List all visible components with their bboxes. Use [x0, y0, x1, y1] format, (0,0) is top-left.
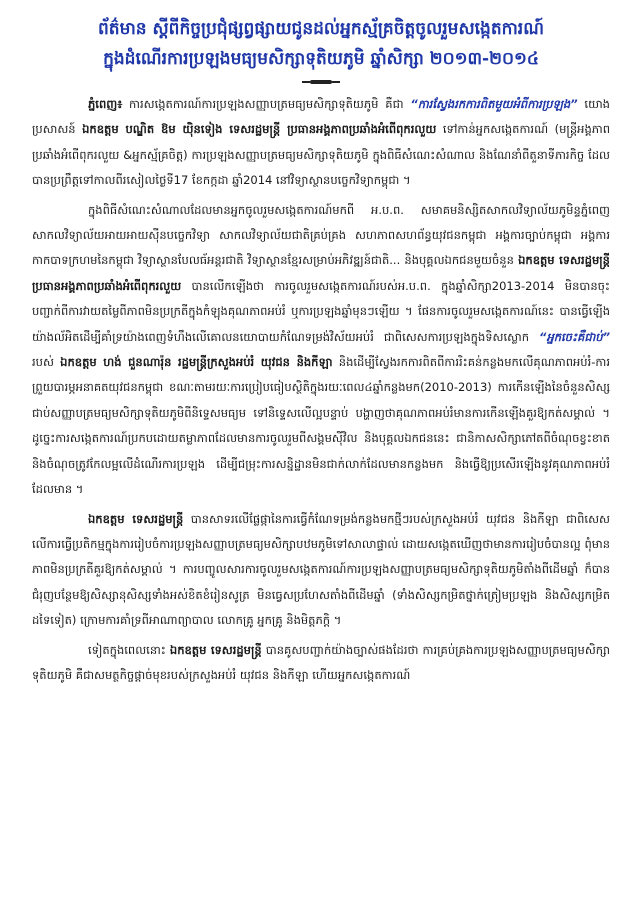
body-text: បានលើកឡើងថា ការចូលរួមសង្កេតការណ៍របស់អ.ប.ព. ក្នុងឆ្នាំសិក្សា2013-2014 មិនបានចុះបញ្ជាក់ពីការវាយតម្លៃពីភាពមិនប្រក្រតីក្នុងកំឡុងគុណភាពអប់រំ ឬការប្រឡងឆ្នាំមុនៗឡើយ ។ ផែនការចូលរួមសង្កេតការណ៍នេះ បានធ្វើឡើងយ៉ាងល័អិតដើម្បីគាំទ្រយ៉ាងពេញទំហឹងលើគោលនយោបាយកំណែទម្រង់វិស័យអប់រំ ជាពិសេសការប្រឡងក្នុងទិសស្លោក — [32, 278, 610, 344]
highlighted-quote: “ការស្វែងរកការពិតមួយអំពីការប្រឡង” — [410, 97, 578, 111]
paragraph-1 — [32, 92, 610, 194]
body-text: បានគូសបញ្ជាក់យ៉ាងច្បាស់ផងដែរថា ការគ្រប់គ្រងការប្រឡងសញ្ញាបត្រមធ្យមសិក្សាទុតិយភូមិ គឺជាសមត្ថកិច្ចផ្ដាច់មុខរបស់ក្រសួងអប់រំ យុវជន និងកីឡា ហើយអ្នកសង្កេតការណ៍ — [32, 642, 611, 682]
bold-text: ភ្នំពេញ៖ — [88, 97, 123, 111]
title-line-1: ព័ត៌មាន ស្ដីពីកិច្ចប្រជុំផ្សព្វផ្សាយជូនដល់អ្នកស្ម័គ្រចិត្តចូលរួមសង្កេតការណ៍ — [98, 19, 544, 39]
body-text: ការសង្កេតការណ៍ការប្រឡងសញ្ញាបត្រមធ្យមសិក្សាទុតិយភូមិ គឺជា — [122, 97, 411, 111]
bold-text: ឯកឧត្តម ទេសរដ្ឋមន្ត្រី ប្រធានអង្គភាពប្រឆាំងអំពើពុករលួយ — [32, 253, 610, 293]
paragraph-2 — [32, 198, 610, 503]
body-text: ទៅកាន់អ្នកសង្កេតការណ៍ (មន្ត្រីអង្គភាពប្រឆាំងអំពើពុករលួយ &អ្នកស្ម័គ្រចិត្ត) ការប្រឡងសញ្ញាបត្រមធ្យមសិក្សាទុតិយភូមិ ក្នុងពិធីសំណេះសំណាល និងណែនាំពីតួនាទីភារកិច្ច ដែលបានប្រព្រឹត្តទៅកាលពីរសៀលថ្ងៃទី17 ខែកក្កដា ឆ្នាំ2014 នៅវិទ្យាស្ថានបច្ចេកវិទ្យាកម្ពុជា ។ — [32, 122, 611, 188]
body-text: បានសាទរលើផ្លែផ្កានៃការធ្វើកំណែទម្រង់កន្លងមកថ្មីៗរបស់ក្រសួងអប់រំ យុវជន និងកីឡា ជាពិសេសលើការធ្វើប្រតិកម្មក្នុងការរៀបចំការប្រឡងសញ្ញាបត្រមធ្យមសិក្សាបឋមភូមិទៅសាលាផ្ទាល់ ដោយសង្កេតឃើញថាមានការរៀបចំបានល្អ ពុំមានភាពមិនប្រក្រតីគួរឱ្យកត់សម្គាល់ ។ ការបញ្ចូលសារការចូលរួមសង្កេតការណ៍ការប្រឡងសញ្ញាបត្រមធ្យមសិក្សាទុតិយភូមិតាំងពីដើមឆ្នាំ ក៏បានជំរុញបន្ថែមឱ្យសិស្សានុសិស្សទាំងអស់ខិតខំរៀនសូត្រ មិនធ្វេសប្រហែសតាំងពីដើមឆ្នាំ (ទាំងសិស្សកម្រិតថ្នាក់ត្រៀមប្រឡង និងសិស្សកម្រិតដទៃទៀត) ក្រោមការគាំទ្រពីអាណាព្យាបាល លោកគ្រូ អ្នកគ្រូ និងមិត្តភក្តិ ។ — [32, 511, 610, 628]
body-text: ក្នុងពិធីសំណេះសំណាលដែលមានអ្នកចូលរួមសង្កេតការណ៍មកពី អ.ប.ព. សមាគមនិស្សិតសាកលវិទ្យាល័យភូមិន្ទភ្នំពេញ សាកលវិទ្យាល័យអាយអាយស៊ីនបច្ចេកវិទ្យា សាកលវិទ្យាល័យជាតិគ្រប់គ្រង សហភាពសហព័ន្ធយុវជនកម្ពុជា អង្គការច្បាប់កម្ពុជា អង្គការកាកបាទក្រហមនៃកម្ពុជា វិទ្យាស្ថានបែលធ័អន្តរជាតិ វិទ្យាស្ថានខ្មែរសម្រាប់អភិវឌ្ឍន៍ជាតិ... និងបុគ្គលឯកជនមួយចំនួន — [32, 202, 610, 268]
title-line-2: ក្នុងដំណើរការប្រឡងមធ្យមសិក្សាទុតិយភូមិ ឆ្នាំសិក្សា ២០១៣-២០១៤ — [103, 49, 539, 69]
body-text: របស់ — [32, 355, 61, 370]
bold-text: ឯកឧត្តម ហង់ ជួនណារ៉ុន រដ្ឋមន្ត្រីក្រសួងអប់រំ យុវជន និងកីឡា — [60, 355, 333, 370]
body-text: យោងប្រសាសន៍ — [32, 97, 610, 137]
document-body — [32, 92, 610, 688]
paragraph-3 — [32, 507, 610, 634]
paragraph-4 — [32, 638, 610, 689]
bold-text: ឯកឧត្តម បណ្ឌិត ឱម យ៉ិនទៀង ទេសរដ្ឋមន្ត្រី ប្រធានអង្គភាពប្រឆាំងអំពើពុករលួយ — [82, 122, 437, 137]
title-divider-ornament — [310, 80, 332, 84]
body-text: ទៀតក្នុងពេលនោះ — [88, 642, 170, 657]
highlighted-quote: “អ្នកចេះគឺជាប់” — [539, 329, 610, 344]
bold-text: ឯកឧត្តម ទេសរដ្ឋមន្ត្រី — [88, 511, 184, 526]
bold-text: ឯកឧត្តម ទេសរដ្ឋមន្ត្រី — [169, 642, 262, 657]
document-title — [32, 14, 610, 74]
body-text: និងដើម្បីស្វែងរកការពិតពីការរិះគន់កន្លងមកលើគុណភាពអប់រំ-ការព្រួយបារម្ភអនាគតយុវជនកម្ពុជា ខណៈតាមរយៈការប្រៀបធៀបស្ថិតិក្នុងរយៈពេល៤ឆ្នាំកន្លងមក(2010-2013) ការកើនឡើងនៃចំនួនសិស្សជាប់សញ្ញាបត្រមធ្យមសិក្សាទុតិយភូមិពីនិទ្ទេសមធ្យម ទៅនិទ្ទេសលើល្អបន្ទាប់ បង្ហាញថាគុណភាពអប់រំមានការកើនឡើងគួរឱ្យកត់សម្គាល់ ។ ដូច្នេះការសង្កេតការណ៍ប្រកបដោយតម្លាភាពដែលមានការចូលរួមពីសង្គមស៊ីវិល និងបុគ្គលឯកជននេះ ជានិកាសសិក្សាភៅតពីចំណុចខ្វះខាត និងចំណុចត្រូវកែលម្អលើដំណើរការប្រឡង ដើម្បីជម្រុះការសន្និដ្ឋានមិនជាក់លាក់ដែលមានកន្លងមក និងធ្វើឱ្យប្រសើរឡើងនូវគុណភាពអប់រំដែលមាន ។ — [32, 355, 610, 497]
